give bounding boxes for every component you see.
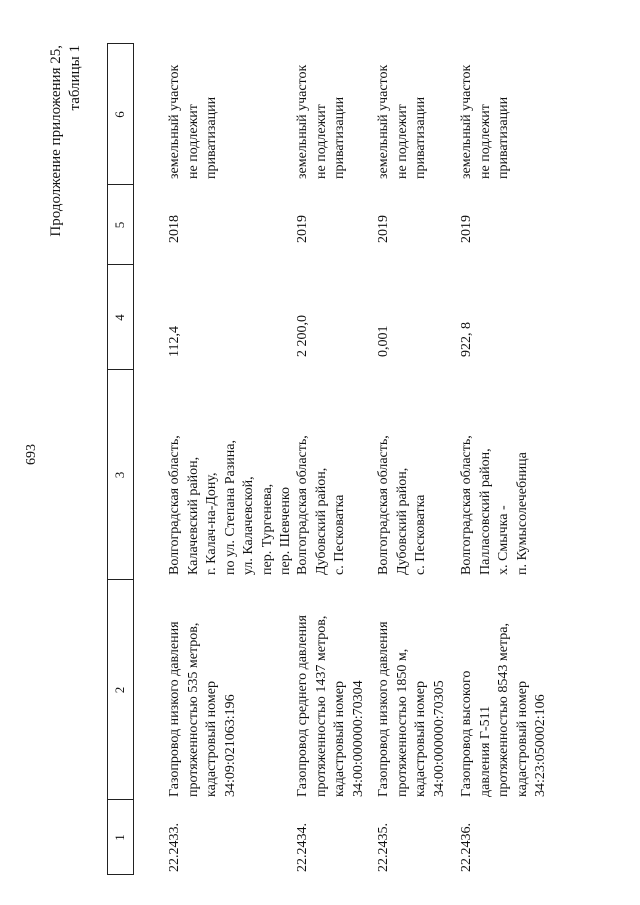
row-1-address: Волгоградская область, Калачевский район, г. Калач-на-Дону, по ул. Степана Разина, ул. Калачевской, пер. Тургенева, пер. Шевченко (167, 435, 293, 575)
table-header-border (133, 43, 134, 875)
row-1-note: земельный участок не подлежит приватизации (167, 64, 219, 179)
header-col-3: 3 (112, 471, 127, 479)
row-1-area: 112,4 (167, 326, 182, 357)
row-2-address: Волгоградская область, Дубовский район, с. Песковатка (295, 435, 347, 575)
header-col-6: 6 (112, 111, 127, 118)
row-4-year: 2019 (459, 215, 474, 243)
row-2-year: 2019 (295, 215, 310, 243)
table-caption (47, 45, 85, 237)
row-1-year: 2018 (167, 215, 182, 243)
row-3-address: Волгоградская область, Дубовский район, с. Песковатка (376, 435, 428, 575)
row-3-number: 22.2435. (376, 823, 391, 872)
caption-line-1: Продолжение приложения 25, (48, 45, 64, 237)
row-2-area: 2 200,0 (295, 315, 310, 357)
row-2-name: Газопровод среднего давления протяженностью 1437 метров, кадастровый номер 34:00:000000:70304 (295, 615, 366, 797)
table-top-border (107, 43, 108, 875)
row-4-area: 922, 8 (459, 322, 474, 357)
caption-line-2: таблицы 1 (67, 45, 83, 111)
row-3-name: Газопровод низкого давления протяженностью 1850 м, кадастровый номер 34:00:000000:70305 (376, 621, 447, 797)
header-col-2: 2 (112, 686, 127, 694)
row-3-area: 0,001 (376, 325, 391, 357)
row-4-number: 22.2436. (459, 823, 474, 872)
page-number: 693 (24, 444, 39, 465)
row-3-year: 2019 (376, 215, 391, 243)
row-4-name: Газопровод высокого давления Г-511 протяженностью 8543 метра, кадастровый номер 34:23:050002:106 (459, 623, 548, 797)
row-1-number: 22.2433. (167, 823, 182, 872)
header-col-1: 1 (112, 834, 127, 841)
row-3-note: земельный участок не подлежит приватизации (376, 64, 428, 179)
header-col-4: 4 (112, 314, 127, 321)
row-2-note: земельный участок не подлежит приватизации (295, 64, 347, 179)
row-1-name: Газопровод низкого давления протяженностью 535 метров, кадастровый номер 34:09:021063:196 (167, 621, 238, 797)
row-4-note: земельный участок не подлежит приватизации (459, 64, 511, 179)
header-col-5: 5 (112, 221, 127, 229)
row-4-address: Волгоградская область, Палласовский район, х. Смычка - п. Кумысолечебница (459, 435, 530, 575)
row-2-number: 22.2434. (295, 823, 310, 872)
